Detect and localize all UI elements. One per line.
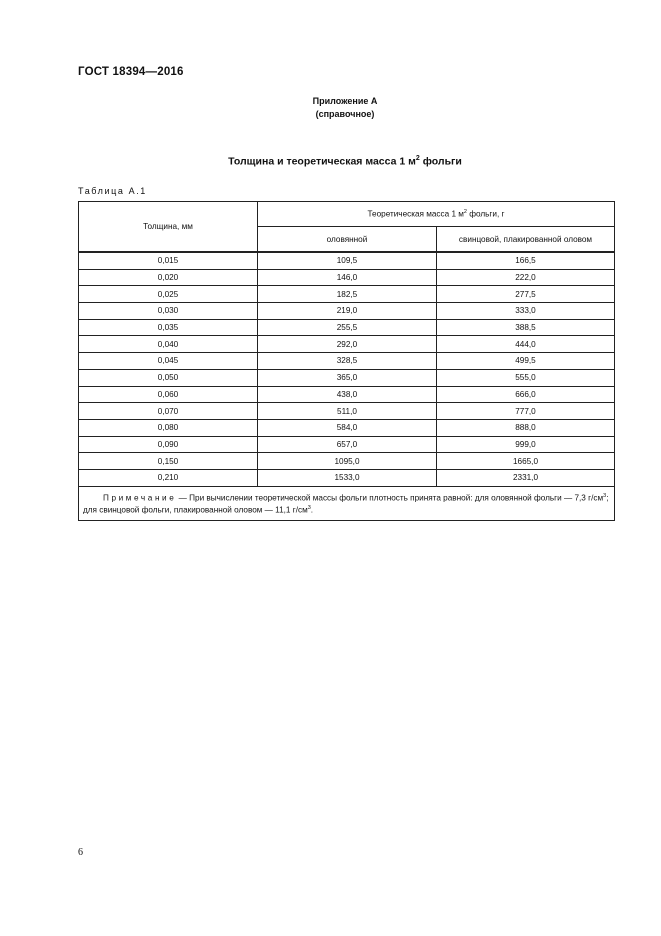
table-body: [79, 252, 615, 486]
cell-tin-mass: 255,5: [258, 319, 437, 336]
appendix-heading: [0, 95, 661, 121]
cell-thickness: 0,015: [79, 252, 258, 269]
note-sup-1: 3: [603, 492, 607, 499]
cell-thickness: 0,020: [79, 269, 258, 286]
table-row: [79, 369, 615, 386]
cell-thickness: 0,030: [79, 303, 258, 320]
appendix-subtitle: (справочное): [315, 109, 375, 119]
cell-lead-mass: 666,0: [437, 386, 615, 403]
cell-thickness: 0,090: [79, 436, 258, 453]
cell-tin-mass: 511,0: [258, 403, 437, 420]
mass-group-sup: 2: [463, 209, 467, 216]
cell-lead-mass: 888,0: [437, 419, 615, 436]
cell-tin-mass: 584,0: [258, 419, 437, 436]
table-row: [79, 386, 615, 403]
cell-tin-mass: 328,5: [258, 353, 437, 370]
cell-tin-mass: 146,0: [258, 269, 437, 286]
cell-thickness: 0,150: [79, 453, 258, 470]
page-title: [0, 155, 661, 168]
mass-group-tail: фольги, г: [466, 209, 505, 219]
cell-lead-mass: 166,5: [437, 252, 615, 269]
cell-tin-mass: 219,0: [258, 303, 437, 320]
header-thickness: Толщина, мм: [79, 202, 258, 253]
cell-tin-mass: 1533,0: [258, 469, 437, 486]
cell-tin-mass: 182,5: [258, 286, 437, 303]
header-mass-group: [258, 202, 615, 227]
table-row: [79, 286, 615, 303]
cell-lead-mass: 444,0: [437, 336, 615, 353]
cell-lead-mass: 777,0: [437, 403, 615, 420]
cell-tin-mass: 1095,0: [258, 453, 437, 470]
cell-thickness: 0,050: [79, 369, 258, 386]
cell-lead-mass: 2331,0: [437, 469, 615, 486]
document-code: ГОСТ 18394—2016: [78, 66, 184, 78]
cell-tin-mass: 365,0: [258, 369, 437, 386]
table-row: [79, 269, 615, 286]
table-row: [79, 469, 615, 486]
table-row: [79, 436, 615, 453]
cell-tin-mass: 292,0: [258, 336, 437, 353]
table-row: [79, 353, 615, 370]
cell-lead-mass: 222,0: [437, 269, 615, 286]
note-text-1: — При вычислении теоретической массы фольги плотность принята равной: для оловянной фольги — 7,3 г/см: [176, 493, 604, 503]
cell-lead-mass: 499,5: [437, 353, 615, 370]
mass-group-label: Теоретическая масса 1 м: [367, 209, 464, 219]
cell-tin-mass: 109,5: [258, 252, 437, 269]
note-text-2: ; для свинцовой фольги, плакированной оловом — 11,1 г/см: [83, 493, 609, 516]
table-row: [79, 453, 615, 470]
cell-lead-mass: 333,0: [437, 303, 615, 320]
cell-tin-mass: 657,0: [258, 436, 437, 453]
cell-thickness: 0,070: [79, 403, 258, 420]
cell-thickness: 0,035: [79, 319, 258, 336]
cell-thickness: 0,060: [79, 386, 258, 403]
table-row: [79, 319, 615, 336]
header-tin: оловянной: [258, 227, 437, 253]
table-row: [79, 403, 615, 420]
cell-lead-mass: 555,0: [437, 369, 615, 386]
table-row: [79, 252, 615, 269]
table-row: [79, 336, 615, 353]
cell-lead-mass: 277,5: [437, 286, 615, 303]
cell-thickness: 0,080: [79, 419, 258, 436]
cell-tin-mass: 438,0: [258, 386, 437, 403]
appendix-title: Приложение А: [312, 96, 378, 106]
note-end: .: [310, 506, 314, 516]
cell-thickness: 0,025: [79, 286, 258, 303]
cell-thickness: 0,040: [79, 336, 258, 353]
cell-thickness: 0,045: [79, 353, 258, 370]
foil-mass-table: [78, 201, 615, 521]
cell-lead-mass: 1665,0: [437, 453, 615, 470]
title-tail: фольги: [419, 155, 462, 168]
header-lead: свинцовой, плакированной оловом: [437, 227, 615, 253]
page-number: 6: [78, 847, 83, 858]
table-row: [79, 303, 615, 320]
table-row: [79, 419, 615, 436]
note-label: Примечание: [103, 493, 177, 503]
note-sup-2: 3: [307, 505, 311, 512]
table-label: Таблица А.1: [78, 186, 147, 196]
title-superscript: 2: [415, 155, 420, 162]
table-note: [79, 486, 615, 520]
cell-lead-mass: 388,5: [437, 319, 615, 336]
cell-lead-mass: 999,0: [437, 436, 615, 453]
cell-thickness: 0,210: [79, 469, 258, 486]
title-main: Толщина и теоретическая масса 1 м: [228, 155, 416, 168]
